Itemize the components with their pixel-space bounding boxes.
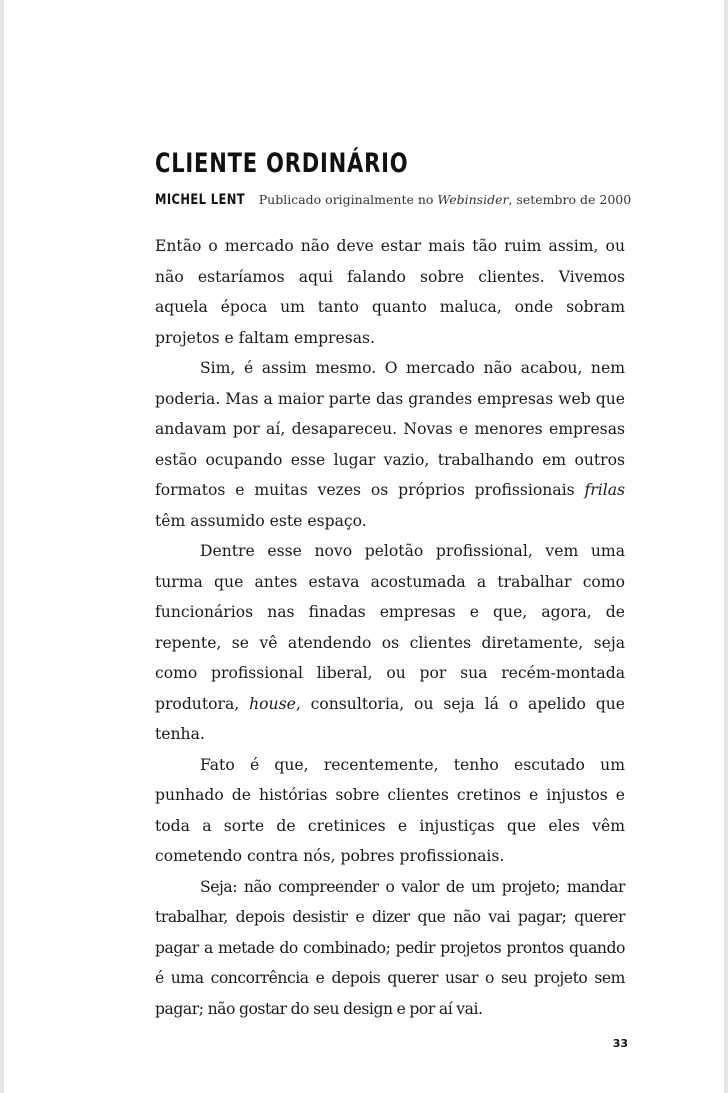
paragraph-2-italic: frilas <box>584 481 625 499</box>
article-body <box>155 231 625 1024</box>
paragraph-5 <box>155 872 625 1025</box>
paragraph-4-text: Fato é que, recentemente, tenho escutado um punhado de histórias sobre clientes cretinos e injustos e toda a sorte de cretinices e injustiças que eles vêm cometendo contra nós, pobres profissionais. <box>155 755 625 865</box>
paragraph-2-text-b: têm assumido este espaço. <box>155 511 367 530</box>
paragraph-3-text-a: Dentre esse novo pelotão profissional, vem uma turma que antes estava acostumada a trabalhar como funcionários nas finadas empresas e que, agora, de repente, se vê atendendo os clientes diretamente, seja como profissional liberal, ou por sua recém-montada produtora, <box>155 542 625 713</box>
paragraph-1 <box>155 231 625 353</box>
author-name: MICHEL LENT <box>155 192 245 208</box>
article-title: CLIENTE ORDINÁRIO <box>155 148 409 179</box>
paragraph-4 <box>155 750 625 872</box>
paragraph-3-text-b: , consultoria, ou seja lá o apelido que tenha. <box>155 694 625 743</box>
publication-suffix: , setembro de 2000 <box>508 192 632 207</box>
paragraph-3-italic: house <box>249 694 296 713</box>
paragraph-3 <box>155 536 625 750</box>
paragraph-1-text: Então o mercado não deve estar mais tão ruim assim, ou não estaríamos aqui falando sobre clientes. Vivemos aquela época um tanto quanto maluca, onde sobram projetos e faltam empresas. <box>155 237 625 347</box>
publication-source: Webinsider <box>437 192 509 207</box>
page-number: 33 <box>612 1037 628 1050</box>
publication-prefix: Publicado originalmente no <box>258 192 438 207</box>
paragraph-5-text: Seja: não compreender o valor de um projeto; mandar trabalhar, depois desistir e dizer que não vai pagar; querer pagar a metade do combinado; pedir projetos prontos quando é uma concorrência e depois querer usar o seu projeto sem pagar; não gostar do seu design e por aí vai. <box>155 877 625 1018</box>
page-edge-right <box>724 0 728 1093</box>
page-edge-left <box>0 0 4 1093</box>
paragraph-2 <box>155 353 625 536</box>
paragraph-2-text-a: Sim, é assim mesmo. O mercado não acabou, nem poderia. Mas a maior parte das grandes empresas web que andavam por aí, desapareceu. Novas e menores empresas estão ocupando esse lugar vazio, trabalhando em outros formatos e muitas vezes os próprios profissionais <box>155 359 625 499</box>
byline <box>155 191 632 209</box>
publication-note <box>259 192 631 207</box>
